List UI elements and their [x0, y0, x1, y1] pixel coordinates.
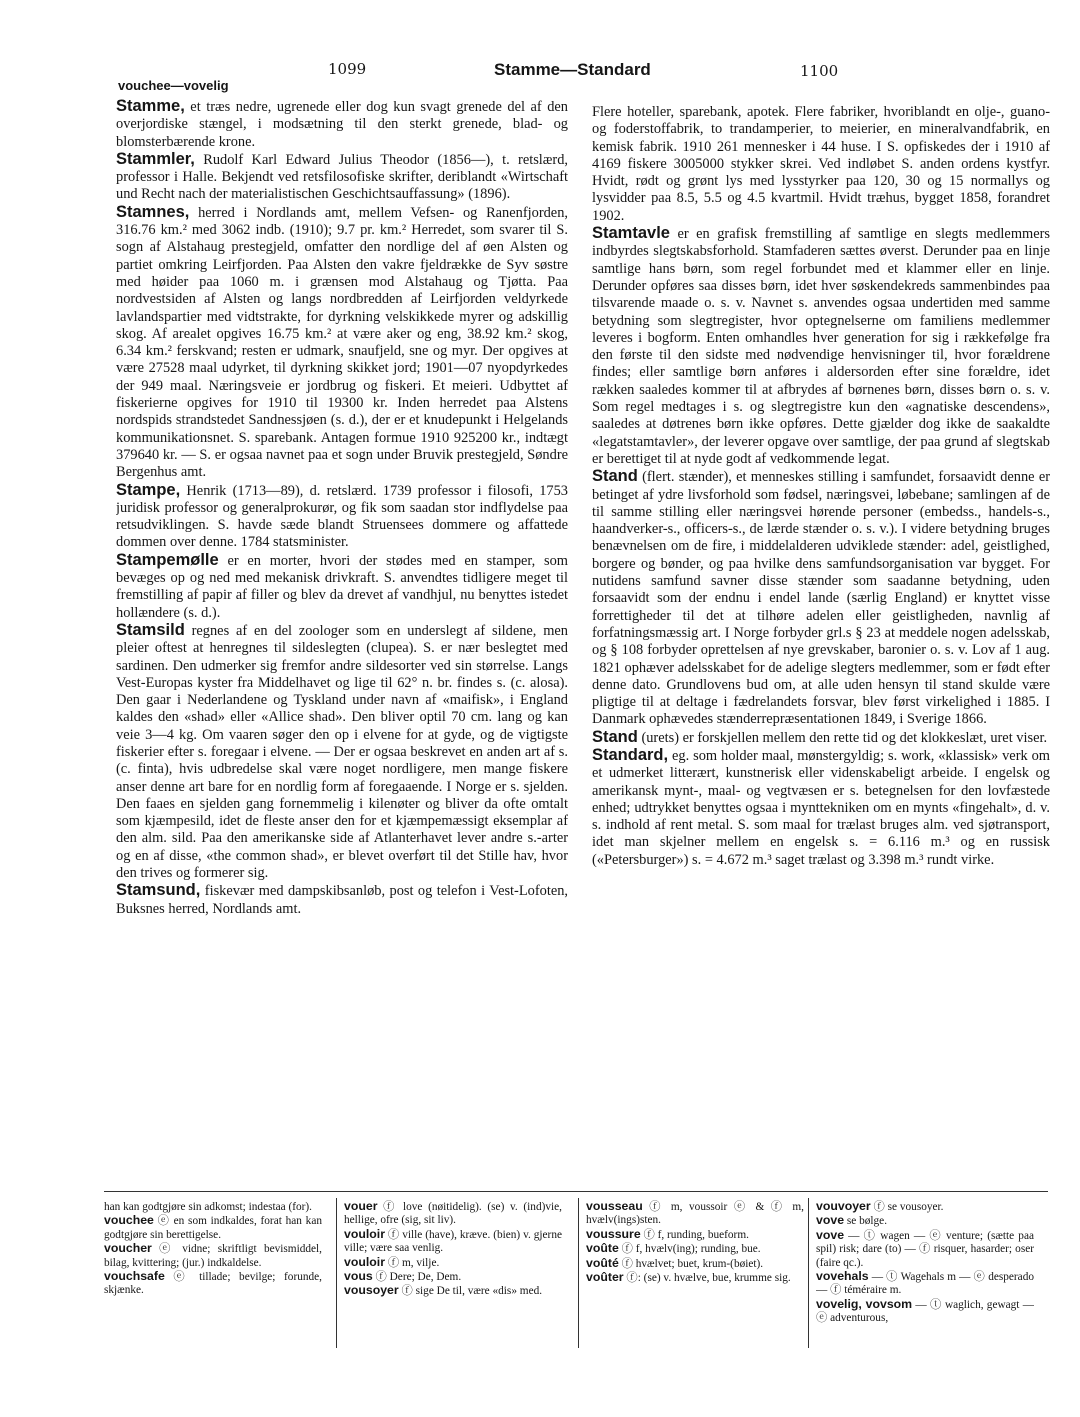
entry-stamtavle — [592, 225, 1050, 468]
entry-stand-urets — [592, 729, 1050, 747]
headword: Stamnes, — [116, 202, 190, 221]
entry-text: eg. som holder maal, mønstergyldig; s. work, «klassisk» verk om et udmerket litterært, kunstnerisk eller videnskabeligt arbeide. I engelsk og amerikansk mynt-, maal- og vegtvæsen er s. betegnelsen for den lovfæstede enhed; udtrykket benyttes ogsaa i mynttekniken om en mynts «fingehalt», d. v. s. indhold af rent metal. S. som maal for trælast bruges alm. ved sjøtransport, idet man skjelner mellem en engelsk s. = 6.116 m.³ og en russisk («Petersburger») s. = 4.672 m.³ saget trælast og 3.398 m.³ rundt virke. — [592, 747, 1050, 868]
footer-entry: voûte ⓕ f, hvælv(ing); runding, bue. — [586, 1241, 761, 1256]
entry-standard — [592, 747, 1050, 869]
footer-entry: vouchsafe ⓔ tillade; bevilge; forunde, skjænke. — [104, 1269, 322, 1297]
footer-entry: vove — ⓣ wagen — ⓔ venture; (sætte paa spil) risk; dare (to) — ⓕ risquer, hasarder; oser (faire qc.). — [816, 1227, 1034, 1269]
entry-stamme — [116, 98, 568, 151]
footer-column-1 — [104, 1200, 322, 1350]
headword: Stamtavle — [592, 224, 670, 243]
page-number-left: 1099 — [328, 60, 367, 78]
entry-stamsund — [116, 882, 568, 918]
headword: Stammler, — [116, 149, 195, 168]
footer-column-2 — [344, 1200, 562, 1350]
running-title: Stamme—Standard — [494, 60, 651, 79]
footer-entry: vousoyer ⓕ sige De til, være «dis» med. — [344, 1283, 543, 1298]
headword: Stamsild — [116, 620, 185, 639]
entry-text: er en grafisk fremstilling af samtlige en slegts medlemmers indbyrdes slegtskabsforhold. Stamfaderen sættes øverst. Derunder paa en linje samtlige hans børn, som regel forbundet med et klammer eller en linje. Derunder opføres saa disses børn, idet hver søskendekreds sammenbindes paa tilsvarende maade o. s. v. Navnet s. anvendes ogsaa undertiden med samme betydning som slegtregister, hvor optegnelserne om familiens medlemmer leveres i bogform. Enten omhandles hver generation for sig i rækkefølge fra den første til den sidste med nødvendige henvisninger til, hvor forældrene findes; eller samtlige børn anføres i aldersorden efter sine forældre, idet rækken saaledes kommer til at afbrydes af børnenes børn, disses børn o. s. v. Som regel medtages i s. og slegtregistre kun den «agnatiske descendens», saaledes at døtrenes børn ikke opføres. Dette gjælder dog ikke de saakaldte «legatstamtavler», der leverer opgave over samtlige, der paa grund af slegtskab er berettiget til at nyde godt af vedkommende legat. — [592, 226, 1050, 467]
footer-divider — [104, 1191, 1048, 1192]
entry-text: (flert. stænder), et menneskes stilling i samfundet, forsaavidt denne er betinget af ydre livsforhold som fødsel, næringsvei, løbebane; samlingen af de til samme stilling eller næringsvei hørende personer (embedss., handels-s., haandverker-s., officers-s., de lærde stænder o. s. v.). I videre betydning bruges benævnelsen om de fire, i middelalderen udviklede stænder: adel, geistlighed, borgere og bønder, og paa hvilke dens samfundsorganisation var bygget. For nutidens samfund savner disse stænder som saadanne betydning, uden forsaavidt som der endnu i endel lande (særlig England) er knyttet visse forrettigheder til det at tilhøre adelen eller geistligheden, navnlig af forfatningsmæssig art. I Norge forbyder grl.s § 23 at meddele nogen adelsskab, og § 108 forbyder oprettelsen af nye grevskaber, baronier o. s. v. Lov af 1 aug. 1821 ophæver adelsskabet for de adelige slegters medlemmer, som er født efter denne dato. Grundlovens bud om, at alle uden hensyn til stand skulde være pligtige til at deltage i fædrelandets forsvar, blev først virkelighed i 1885. I Danmark ophævedes stænderrepræsentationen 1849, i Sverige 1866. — [592, 469, 1050, 728]
headword: Stampemølle — [116, 550, 219, 569]
entry-text: Henrik (1713—89), d. retslærd. 1739 professor i filosofi, 1753 juridisk professor og generalprokurør, og fik som saadan stor indflydelse paa retsudviklingen. S. havde sæde blandt Struensees dommere og affattede dommen over denne. 1784 statsminister. — [116, 482, 568, 551]
footer-entry: vouvoyer ⓕ se vousoyer. — [816, 1200, 944, 1213]
left-column — [116, 98, 568, 1178]
footer-entry: vouchee ⓔ en som indkaldes, forat han kan godtgjøre sin berettigelse. — [104, 1213, 322, 1241]
headword: Stamme, — [116, 98, 185, 115]
footer-entry: vousseau ⓕ m, voussoir ⓔ & ⓕ m, hvælv(ings)sten. — [586, 1200, 804, 1227]
footer-entry: voûter ⓕ: (se) v. hvælve, bue, krumme sig. — [586, 1270, 791, 1285]
entry-text: fiskevær med dampskibsanløb, post og telefon i Vest-Lofoten, Buksnes herred, Nordlands amt. — [116, 883, 568, 917]
footer-entry: voucher ⓔ vidne; skriftligt bevismiddel, bilag, kvittering; (jur.) indkaldelse. — [104, 1241, 322, 1269]
headword: Stamsund, — [116, 881, 201, 900]
footer-entry: han kan godtgjøre sin adkomst; indestaa (for). — [104, 1201, 312, 1213]
entry-stamsild — [116, 622, 568, 882]
headword: Standard, — [592, 745, 669, 764]
entry-stand — [592, 468, 1050, 728]
entry-text: et træs nedre, ugrenede eller dog kun svagt grenede del af den overjordiske stængel, i modsætning til den sterkt grenede, blad- og blomsterbærende krone. — [116, 99, 568, 150]
footer-entry: vove se bølge. — [816, 1213, 888, 1228]
headword: Stand — [592, 467, 638, 486]
footer-entry: voussure ⓕ f, runding, bueform. — [586, 1226, 749, 1241]
page-number-right: 1100 — [800, 62, 839, 80]
footer-entry: vovelig, vovsom — ⓣ waglich, gewagt — ⓔ adventurous, — [816, 1296, 1034, 1325]
footer-column-divider — [336, 1198, 337, 1348]
footer-entry: vous ⓕ Dere; De, Dem. — [344, 1269, 462, 1284]
entry-text: (urets) er forskjellen mellem den rette tid og det klokkeslæt, uret viser. — [637, 729, 1048, 746]
entry-continuation: Flere hoteller, sparebank, apotek. Flere fabriker, hvoriblandt en olje-, guano- og foderstoffabrik, to trandamperier, to meierier, en mineralvandfabrik, en kemisk fabrik. 1910 261 mennesker i 44 huse. I S. opfiskedes der i 1910 af 4169 fiskere 3005000 stykker skrei. Ved indløbet S. anden ordens kystfyr. Hvidt, rødt og grønt lys med lysstyrker paa 120, 30 og 15 normallys og lysvidder paa 8.5, 5.5 og 4.5 kvartmil. Hvidt træhus, bygget 1858, forandret 1902. — [592, 104, 1050, 224]
footer-column-divider — [578, 1198, 579, 1348]
headword: Stampe, — [116, 480, 181, 499]
entry-stampemolle — [116, 552, 568, 622]
footer-entry: vouer ⓕ love (nøitidelig). (se) v. (ind)vie, hellige, ofre (sig, sit liv). — [344, 1200, 562, 1227]
entry-text: Rudolf Karl Edward Julius Theodor (1856—), t. retslærd, professor i Halle. Bekjendt ved retsfilosofiske skrifter, deriblandt «Wirtschaft und Recht nach der materialistischen Geschichtsauffassung» (1896). — [116, 151, 568, 203]
headword: Stand — [592, 727, 638, 746]
footer-entry: voûté ⓕ hvælvet; buet, krum-(bøiet). — [586, 1255, 764, 1270]
footer-entry: vouloir ⓕ ville (have), kræve. (bien) v. gjerne ville; være saa venlig. — [344, 1226, 562, 1255]
entry-text: regnes af en del zoologer som en underslegt af sildene, men pleier oftest at henregnes til sildeslegten (clupea). S. er nær beslegtet med sardinen. Den udmerker sig fremfor andre sildesorter ved sin størrelse. Langs Vest-Europas kyster fra Middelhavet og lige til 62° n. br. findes s. (c. alosa). Den gaar i Nederlandene og Tyskland under navn af «maifisk», i England kaldes den «shad» eller «Allice shad». Den bliver optil 70 cm. lang og kan veie 3—4 kg. Om vaaren søger den op i elvene for at gyde, og de vigtigste fiskerier efter s. foregaar i elvene. — Der er ogsaa beskrevet en anden art af s. (c. finta), hvis udbredelse skal være noget nordligere, men mange fiskere anser denne art bare for en nordlig form af foregaaende. I Norge er s. sjelden. Den faaes en sjelden gang fornemmelig i kilenøter og bliver da ofte omtalt som kjæmpesild, idet de fleste anser den for et kjæmpemæssigt eksemplar af den alm. sild. Paa den amerikanske side af Atlanterhavet lever andre s.-arter og en af disse, «the common shad», er blevet overført til det Stille hav, hvor den trives og formerer sig. — [116, 622, 568, 882]
entry-text: er en morter, hvori der stødes med en stamper, som bevæges op og ned med mekanisk drivkraft. S. anvendtes tidligere meget til fremstilling af papir af filler og blev da drevet af vandhjul, nu benyttes istedet hollændere (s. d.). — [116, 552, 568, 621]
footer-entry: vouloir ⓕ m, vilje. — [344, 1254, 440, 1269]
footer-entry: vovehals — ⓣ Wagehals m — ⓔ desperado — ⓕ téméraire m. — [816, 1269, 1034, 1297]
footer-column-3 — [586, 1200, 804, 1350]
footer-column-4 — [816, 1200, 1034, 1350]
footer-column-divider — [808, 1198, 809, 1348]
entry-stampe — [116, 482, 568, 552]
entry-stammler — [116, 151, 568, 204]
entry-stamnes — [116, 204, 568, 482]
guide-words: vouchee—vovelig — [118, 78, 229, 93]
right-column — [592, 104, 1050, 1184]
entry-text: herred i Nordlands amt, mellem Vefsen- og Ranenfjorden, 316.76 km.² med 3062 indb. (1910); 9.7 pr. km.² Herredet, som svarer til S. sogn af Alstahaug prestegjeld, omfatter den nordlige del af øen Alsten og partiet omkring Leirfjorden. Paa Alsten den vakre fjeldrække de Syv søstre med høider paa 1060 m. i grænsen mod Alstahaug og Tjøtta. Paa nordvestsiden af Alsten og langs nordbredden af Leirfjorden veldyrkede lavlandspartier med vidtstrakte, for dyrkning velskikkede myrer og adskillig skog. Af arealet opgives 16.75 km.² at være aker og eng, 38.92 km.² skog, 6.34 km.² ferskvand; resten er udmark, snaufjeld, sne og myr. Der opgives at være 27528 maal udyrket, til dyrkning skikket jord; 1901—07 nyopdyrkedes der 949 maal. Næringsveie er jordbrug og fiskeri. Et meieri. Udbyttet af fiskerierne opgives for 1910 til 19300 kr. Inden herredet paa Alstens nordspids strandstedet Sandnessjøen (s. d.), der er et knudepunkt i Helgelands kommunikationsnet. S. sparebank. Antagen formue 1910 925200 kr., indtægt 379640 kr. — S. er ogsaa navnet paa et sogn under Bruvik prestegjeld, Søndre Bergenhus amt. — [116, 204, 568, 481]
